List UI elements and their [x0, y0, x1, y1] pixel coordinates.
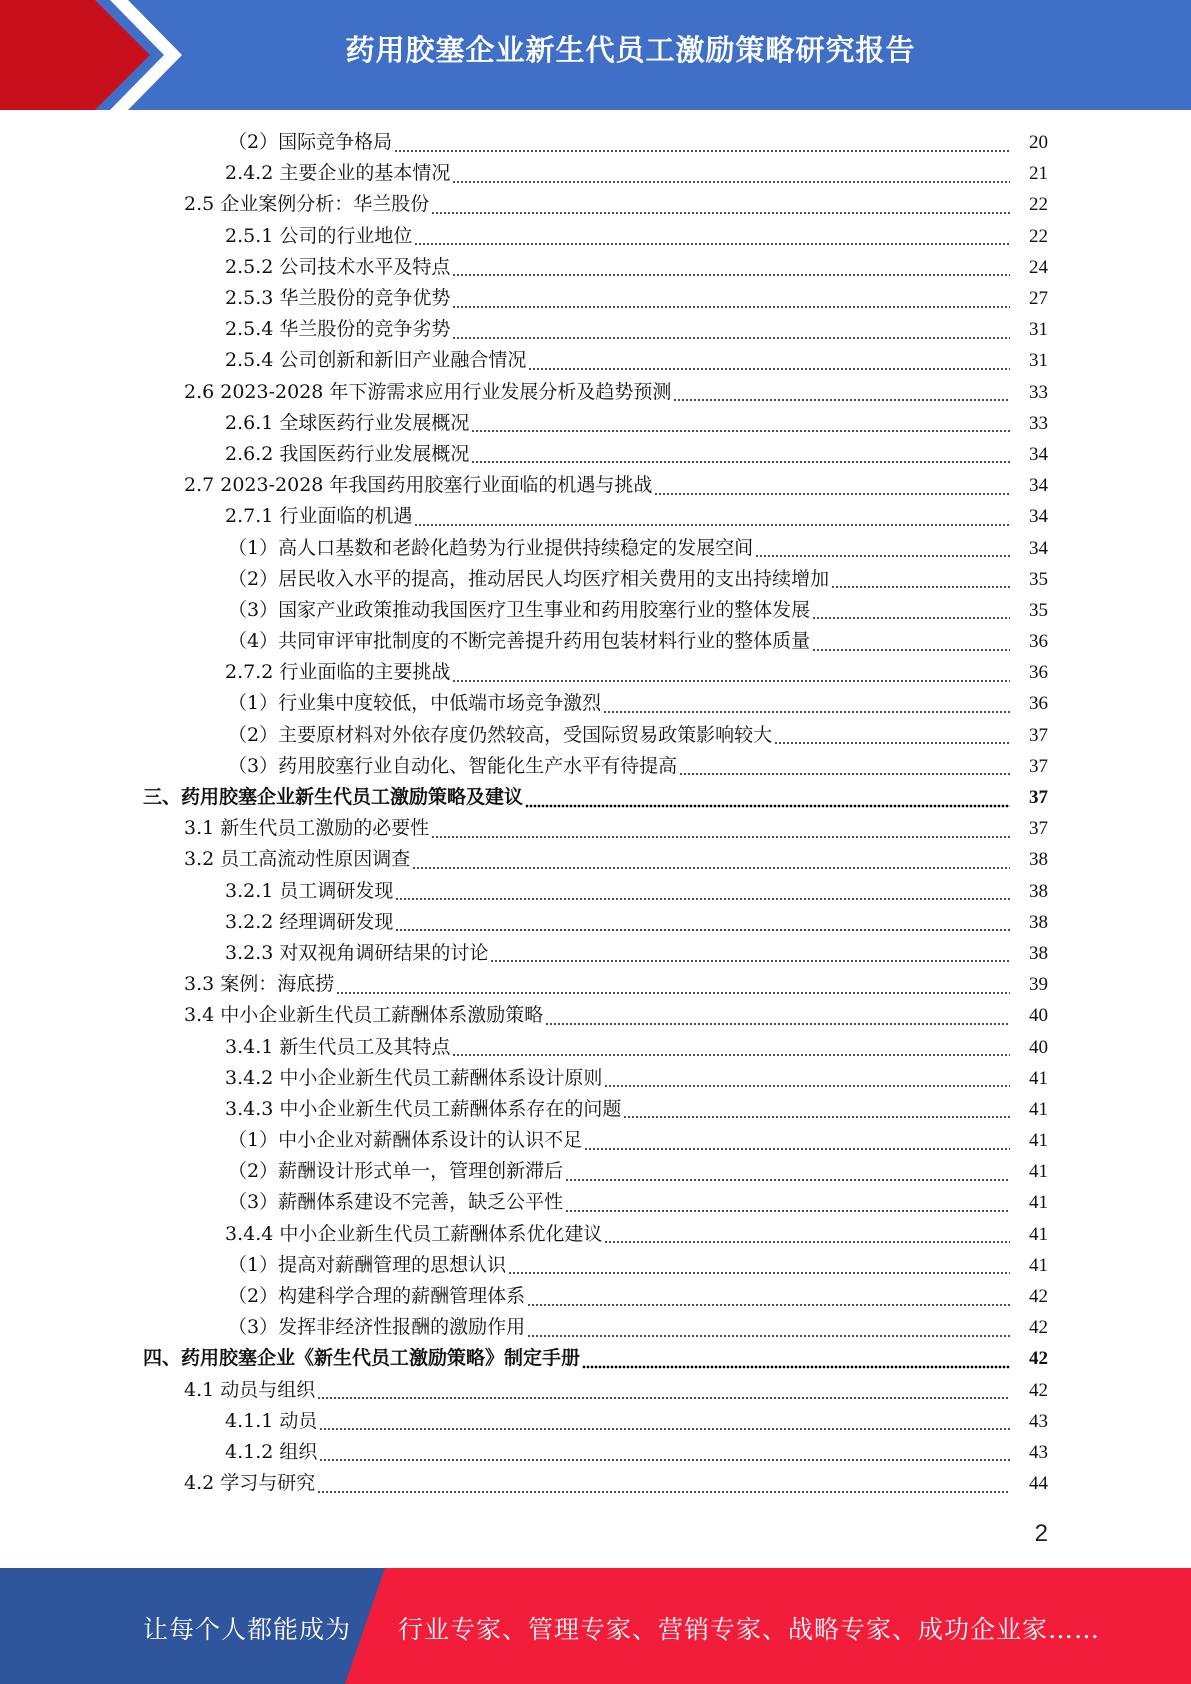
toc-entry[interactable] — [0, 1125, 1191, 1156]
toc-leader-dots — [452, 293, 1010, 309]
toc-entry-title: 2.5.4 公司创新和新旧产业融合情况 — [225, 349, 527, 372]
toc-entry[interactable] — [0, 470, 1191, 501]
toc-leader-dots — [603, 698, 1010, 714]
toc-entry[interactable] — [0, 1094, 1191, 1125]
toc-leader-dots — [431, 199, 1010, 215]
toc-entry[interactable] — [0, 1031, 1191, 1062]
toc-leader-dots — [545, 1010, 1010, 1026]
toc-entry[interactable] — [0, 1156, 1191, 1187]
toc-entry-title: 3.4.4 中小企业新生代员工薪酬体系优化建议 — [225, 1222, 603, 1245]
toc-entry[interactable] — [0, 1219, 1191, 1250]
toc-leader-dots — [452, 667, 1010, 683]
toc-leader-dots — [319, 1415, 1010, 1431]
toc-entry[interactable] — [0, 1343, 1191, 1374]
toc-entry-page: 35 — [1029, 599, 1048, 621]
toc-leader-dots — [812, 604, 1010, 620]
toc-entry[interactable] — [0, 501, 1191, 532]
toc-entry-page: 37 — [1029, 818, 1048, 840]
toc-entry-page: 22 — [1029, 225, 1048, 247]
toc-entry-page: 42 — [1029, 1286, 1048, 1308]
toc-entry[interactable] — [0, 345, 1191, 376]
toc-entry[interactable] — [0, 720, 1191, 751]
toc-entry-title: （3）薪酬体系建设不完善，缺乏公平性 — [228, 1191, 564, 1214]
toc-entry-title: 2.5.3 华兰股份的竞争优势 — [225, 287, 451, 310]
toc-entry[interactable] — [0, 189, 1191, 220]
toc-leader-dots — [412, 854, 1010, 870]
toc-leader-dots — [414, 511, 1010, 527]
toc-entry[interactable] — [0, 127, 1191, 158]
toc-entry-title: 3.4.3 中小企业新生代员工薪酬体系存在的问题 — [225, 1097, 622, 1120]
toc-entry-title: （2）构建科学合理的薪酬管理体系 — [228, 1285, 526, 1308]
toc-entry-title: （1）提高对薪酬管理的思想认识 — [228, 1253, 507, 1276]
toc-entry-page: 31 — [1029, 319, 1048, 341]
toc-leader-dots — [584, 1135, 1010, 1151]
toc-entry-page: 37 — [1029, 755, 1048, 777]
toc-entry[interactable] — [0, 439, 1191, 470]
toc-entry[interactable] — [0, 1000, 1191, 1031]
toc-entry-page: 37 — [1029, 724, 1048, 746]
toc-leader-dots — [528, 355, 1010, 371]
toc-entry-page: 40 — [1029, 1036, 1048, 1058]
toc-entry-title: （3）国家产业政策推动我国医疗卫生事业和药用胶塞行业的整体发展 — [228, 598, 811, 621]
toc-entry-title: 三、药用胶塞企业新生代员工激励策略及建议 — [143, 786, 524, 809]
toc-entry-page: 38 — [1029, 942, 1048, 964]
toc-entry-title: 3.4.2 中小企业新生代员工薪酬体系设计原则 — [225, 1066, 603, 1089]
footer-slogan-left: 让每个人都能成为 — [143, 1615, 352, 1644]
footer-banner — [0, 1568, 1191, 1684]
page-number: 2 — [1034, 1520, 1048, 1547]
toc-entry[interactable] — [0, 314, 1191, 345]
toc-entry[interactable] — [0, 688, 1191, 719]
toc-entry-title: 2.6 2023-2028 年下游需求应用行业发展分析及趋势预测 — [184, 380, 672, 403]
toc-entry-page: 38 — [1029, 849, 1048, 871]
toc-entry[interactable] — [0, 813, 1191, 844]
toc-entry[interactable] — [0, 1406, 1191, 1437]
toc-entry-title: （2）国际竞争格局 — [228, 131, 393, 154]
toc-entry-page: 37 — [1029, 787, 1048, 809]
toc-entry-title: 3.1 新生代员工激励的必要性 — [184, 817, 430, 840]
toc-entry-title: 2.5.4 华兰股份的竞争劣势 — [225, 318, 451, 341]
toc-entry-title: （3）药用胶塞行业自动化、智能化生产水平有待提高 — [228, 754, 678, 777]
toc-leader-dots — [395, 916, 1010, 932]
toc-entry[interactable] — [0, 876, 1191, 907]
toc-entry-title: 2.7.2 行业面临的主要挑战 — [225, 661, 451, 684]
toc-entry[interactable] — [0, 595, 1191, 626]
toc-entry[interactable] — [0, 1250, 1191, 1281]
toc-leader-dots — [812, 636, 1010, 652]
table-of-contents — [0, 127, 1191, 1499]
toc-entry-page: 36 — [1029, 631, 1048, 653]
toc-entry-page: 41 — [1029, 1161, 1048, 1183]
footer-slogan-right: 行业专家、管理专家、营销专家、战略专家、成功企业家…… — [398, 1615, 1101, 1644]
toc-leader-dots — [623, 1103, 1010, 1119]
toc-leader-dots — [679, 760, 1010, 776]
toc-leader-dots — [755, 542, 1010, 558]
toc-leader-dots — [565, 1197, 1010, 1213]
toc-entry-title: 4.1 动员与组织 — [184, 1378, 316, 1401]
toc-entry-title: 四、药用胶塞企业《新生代员工激励策略》制定手册 — [143, 1347, 581, 1370]
toc-entry-title: 4.1.1 动员 — [225, 1409, 318, 1432]
toc-entry[interactable] — [0, 1375, 1191, 1406]
toc-entry-title: 3.2.1 员工调研发现 — [225, 879, 394, 902]
toc-leader-dots — [527, 1322, 1010, 1338]
toc-entry[interactable] — [0, 1437, 1191, 1468]
toc-entry-title: 2.7.1 行业面临的机遇 — [225, 505, 413, 528]
toc-entry-page: 40 — [1029, 1005, 1048, 1027]
toc-entry[interactable] — [0, 907, 1191, 938]
toc-entry[interactable] — [0, 1187, 1191, 1218]
toc-entry-title: 4.2 学习与研究 — [184, 1472, 316, 1495]
toc-leader-dots — [774, 729, 1010, 745]
toc-entry-title: （1）中小企业对薪酬体系设计的认识不足 — [228, 1129, 583, 1152]
toc-entry-page: 34 — [1029, 506, 1048, 528]
toc-leader-dots — [673, 386, 1010, 402]
toc-entry-page: 33 — [1029, 381, 1048, 403]
toc-entry-page: 36 — [1029, 662, 1048, 684]
toc-entry-title: 4.1.2 组织 — [225, 1440, 318, 1463]
toc-entry-page: 42 — [1029, 1348, 1048, 1370]
toc-entry[interactable] — [0, 626, 1191, 657]
toc-entry-title: 3.4.1 新生代员工及其特点 — [225, 1035, 451, 1058]
toc-entry-page: 42 — [1029, 1317, 1048, 1339]
toc-entry-page: 41 — [1029, 1130, 1048, 1152]
toc-entry-title: （2）主要原材料对外依存度仍然较高，受国际贸易政策影响较大 — [228, 723, 773, 746]
toc-entry-title: 3.4 中小企业新生代员工薪酬体系激励策略 — [184, 1004, 544, 1027]
toc-entry-page: 33 — [1029, 412, 1048, 434]
toc-entry-page: 41 — [1029, 1254, 1048, 1276]
toc-leader-dots — [317, 1478, 1010, 1494]
toc-entry[interactable] — [0, 751, 1191, 782]
toc-entry-title: 2.5 企业案例分析：华兰股份 — [184, 193, 430, 216]
toc-entry[interactable] — [0, 782, 1191, 813]
toc-entry-title: 3.2.3 对双视角调研结果的讨论 — [225, 941, 489, 964]
toc-leader-dots — [831, 573, 1010, 589]
toc-entry-page: 43 — [1029, 1441, 1048, 1463]
toc-entry-page: 27 — [1029, 288, 1048, 310]
toc-leader-dots — [414, 230, 1010, 246]
toc-leader-dots — [604, 1072, 1010, 1088]
toc-entry[interactable] — [0, 1312, 1191, 1343]
toc-leader-dots — [490, 947, 1010, 963]
toc-entry-page: 34 — [1029, 475, 1048, 497]
toc-leader-dots — [452, 168, 1010, 184]
toc-leader-dots — [395, 885, 1010, 901]
toc-entry-title: （1）高人口基数和老龄化趋势为行业提供持续稳定的发展空间 — [228, 536, 754, 559]
toc-leader-dots — [565, 1166, 1010, 1182]
toc-leader-dots — [317, 1384, 1010, 1400]
toc-entry-page: 38 — [1029, 911, 1048, 933]
toc-entry[interactable] — [0, 657, 1191, 688]
report-title: 药用胶塞企业新生代员工激励策略研究报告 — [345, 33, 916, 67]
toc-leader-dots — [582, 1353, 1010, 1369]
toc-leader-dots — [525, 792, 1010, 808]
toc-entry-page: 20 — [1029, 132, 1048, 154]
toc-entry-page: 41 — [1029, 1192, 1048, 1214]
toc-entry[interactable] — [0, 1468, 1191, 1499]
toc-entry-page: 41 — [1029, 1223, 1048, 1245]
toc-entry-title: 2.5.1 公司的行业地位 — [225, 224, 413, 247]
toc-entry[interactable] — [0, 938, 1191, 969]
toc-entry[interactable] — [0, 377, 1191, 408]
header-banner — [0, 0, 1191, 110]
toc-entry-title: （4）共同审评审批制度的不断完善提升药用包装材料行业的整体质量 — [228, 630, 811, 653]
toc-entry-title: （1）行业集中度较低，中低端市场竞争激烈 — [228, 692, 602, 715]
toc-entry[interactable] — [0, 844, 1191, 875]
toc-entry-page: 38 — [1029, 880, 1048, 902]
toc-entry-page: 22 — [1029, 194, 1048, 216]
toc-entry-title: 2.6.1 全球医药行业发展概况 — [225, 411, 470, 434]
toc-entry[interactable] — [0, 252, 1191, 283]
toc-entry-page: 24 — [1029, 256, 1048, 278]
toc-entry[interactable] — [0, 283, 1191, 314]
toc-leader-dots — [452, 324, 1010, 340]
toc-entry-page: 41 — [1029, 1098, 1048, 1120]
toc-entry-page: 44 — [1029, 1473, 1048, 1495]
toc-leader-dots — [431, 823, 1010, 839]
toc-entry-title: 2.5.2 公司技术水平及特点 — [225, 255, 451, 278]
toc-leader-dots — [508, 1259, 1010, 1275]
toc-leader-dots — [471, 417, 1010, 433]
toc-entry-page: 34 — [1029, 537, 1048, 559]
toc-entry-page: 43 — [1029, 1410, 1048, 1432]
toc-leader-dots — [604, 1228, 1010, 1244]
toc-entry-title: 2.7 2023-2028 年我国药用胶塞行业面临的机遇与挑战 — [184, 474, 653, 497]
toc-leader-dots — [319, 1446, 1010, 1462]
toc-entry-page: 39 — [1029, 974, 1048, 996]
toc-leader-dots — [336, 979, 1010, 995]
toc-entry-page: 35 — [1029, 568, 1048, 590]
toc-entry-page: 42 — [1029, 1379, 1048, 1401]
toc-entry-title: 3.2 员工高流动性原因调查 — [184, 848, 411, 871]
toc-entry-page: 34 — [1029, 443, 1048, 465]
toc-entry[interactable] — [0, 221, 1191, 252]
toc-entry-page: 21 — [1029, 163, 1048, 185]
toc-entry-title: 3.2.2 经理调研发现 — [225, 910, 394, 933]
toc-leader-dots — [654, 480, 1010, 496]
toc-entry[interactable] — [0, 408, 1191, 439]
toc-leader-dots — [452, 1041, 1010, 1057]
toc-leader-dots — [394, 137, 1010, 153]
toc-entry-page: 31 — [1029, 350, 1048, 372]
toc-entry-title: （2）居民收入水平的提高，推动居民人均医疗相关费用的支出持续增加 — [228, 567, 830, 590]
toc-entry-title: 2.6.2 我国医药行业发展概况 — [225, 442, 470, 465]
toc-entry[interactable] — [0, 1281, 1191, 1312]
toc-leader-dots — [527, 1291, 1010, 1307]
toc-entry[interactable] — [0, 532, 1191, 563]
toc-entry[interactable] — [0, 1063, 1191, 1094]
toc-entry-title: （2）薪酬设计形式单一，管理创新滞后 — [228, 1160, 564, 1183]
toc-leader-dots — [471, 448, 1010, 464]
toc-entry[interactable] — [0, 158, 1191, 189]
toc-entry-page: 36 — [1029, 693, 1048, 715]
toc-entry-title: 3.3 案例：海底捞 — [184, 973, 335, 996]
toc-leader-dots — [452, 261, 1010, 277]
toc-entry-title: 2.4.2 主要企业的基本情况 — [225, 162, 451, 185]
toc-entry-page: 41 — [1029, 1067, 1048, 1089]
toc-entry[interactable] — [0, 564, 1191, 595]
toc-entry[interactable] — [0, 969, 1191, 1000]
toc-entry-title: （3）发挥非经济性报酬的激励作用 — [228, 1316, 526, 1339]
